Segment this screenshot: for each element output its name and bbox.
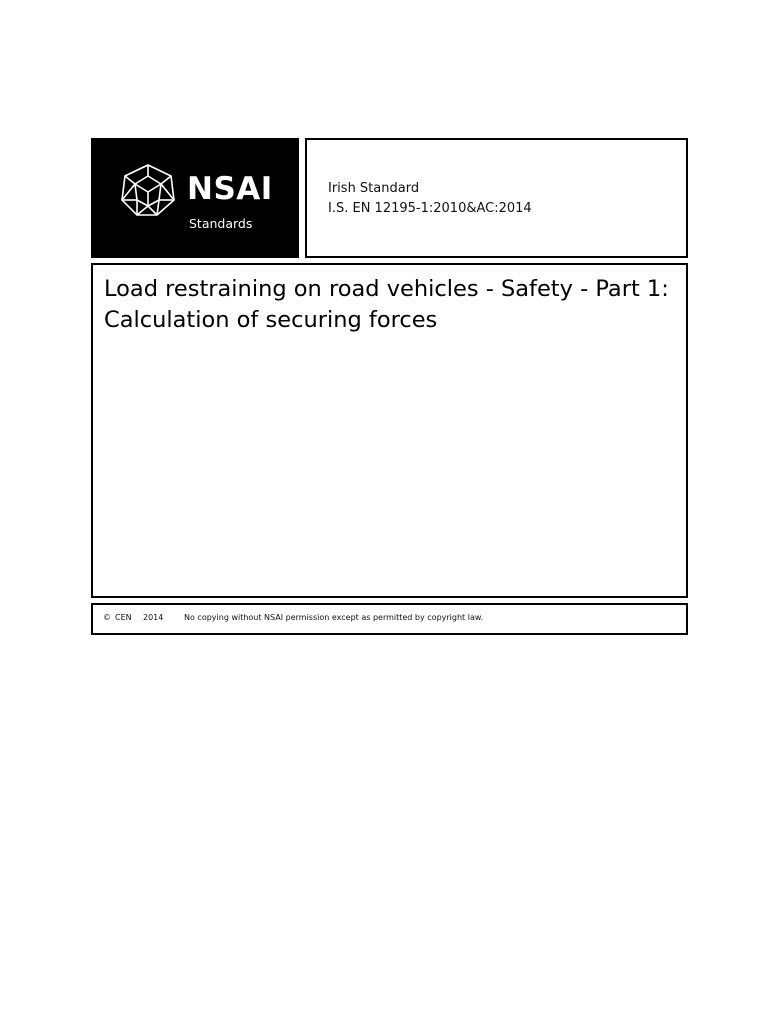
document-title: Load restraining on road vehicles - Safety - Part 1: Calculation of securing forces — [104, 276, 669, 333]
copyright-symbol: © — [103, 613, 111, 622]
title-box — [91, 263, 688, 598]
copyright-organization: CEN — [115, 613, 132, 622]
nsai-logo-block — [91, 138, 299, 258]
standard-identification-box — [305, 138, 688, 258]
logo-name: NSAI — [187, 171, 273, 207]
standard-number: I.S. EN 12195-1:2010&AC:2014 — [328, 201, 532, 216]
copyright-notice: No copying without NSAI permission except as permitted by copyright law. — [184, 613, 484, 622]
logo-subtitle: Standards — [189, 216, 253, 231]
geodesic-polyhedron-icon — [119, 162, 177, 218]
standard-type: Irish Standard — [328, 181, 420, 196]
copyright-footer — [91, 603, 688, 635]
copyright-year: 2014 — [143, 613, 164, 622]
